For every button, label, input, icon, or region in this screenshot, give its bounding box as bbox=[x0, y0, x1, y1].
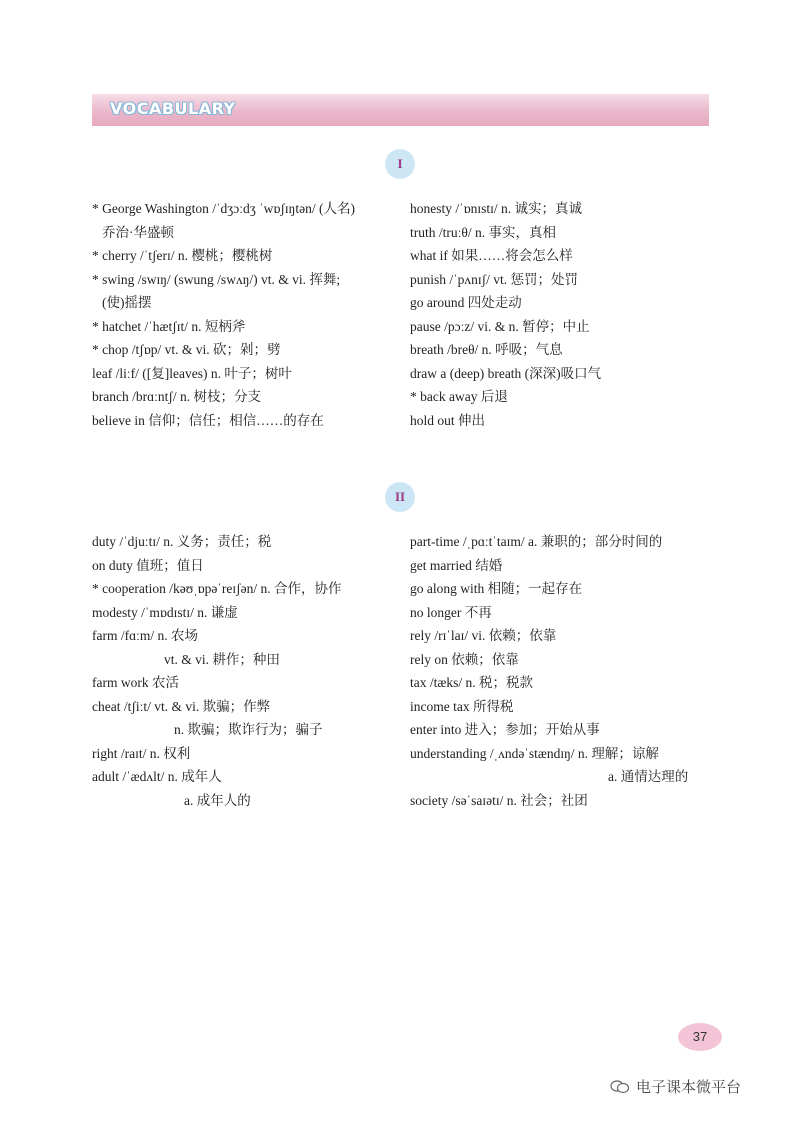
watermark bbox=[610, 1076, 741, 1097]
wechat-icon bbox=[610, 1080, 630, 1094]
vocab-entry: cheat /tʃiːt/ vt. & vi. 欺骗；作弊 bbox=[92, 698, 271, 714]
vocab-entry: no longer 不再 bbox=[410, 604, 492, 620]
vocab-entry: society /səˈsaɪətɪ/ n. 社会；社团 bbox=[410, 792, 588, 808]
vocab-entry: rely on 依赖；依靠 bbox=[410, 651, 519, 667]
section-badge-2: II bbox=[385, 482, 415, 512]
vocab-entry: tax /tæks/ n. 税；税款 bbox=[410, 675, 534, 690]
vocab-entry: n. 欺骗；欺诈行为；骗子 bbox=[174, 722, 323, 737]
vocab-entry: (使)摇摆 bbox=[102, 295, 152, 310]
vocab-entry: understanding /ˌʌndəˈstændɪŋ/ n. 理解；谅解 bbox=[410, 745, 659, 761]
page-number: 37 bbox=[678, 1023, 722, 1051]
vocab-entry: * hatchet /ˈhætʃɪt/ n. 短柄斧 bbox=[92, 318, 246, 334]
vocab-entry: draw a (deep) breath (深深)吸口气 bbox=[410, 365, 602, 381]
vocab-entry: go around 四处走动 bbox=[410, 295, 522, 310]
vocabulary-banner bbox=[92, 94, 709, 126]
vocab-entry: * cherry /ˈtʃerɪ/ n. 樱桃；樱桃树 bbox=[92, 248, 273, 263]
vocab-entry: branch /brɑːntʃ/ n. 树枝；分支 bbox=[92, 389, 262, 404]
vocab-entry: vt. & vi. 耕作；种田 bbox=[164, 651, 280, 667]
vocab-entry: * chop /tʃɒp/ vt. & vi. 砍；剁；劈 bbox=[92, 342, 281, 357]
vocab-entry: hold out 伸出 bbox=[410, 412, 486, 428]
vocab-entry: income tax 所得税 bbox=[410, 698, 514, 714]
vocab-entry: modesty /ˈmɒdɪstɪ/ n. 谦虚 bbox=[92, 604, 238, 620]
vocab-column-right-1 bbox=[410, 197, 710, 432]
vocab-entry: a. 成年人的 bbox=[184, 792, 251, 808]
section-title: VOCABULARY bbox=[110, 99, 236, 118]
vocab-entry: go along with 相随；一起存在 bbox=[410, 581, 583, 596]
vocab-entry: pause /pɔːz/ vi. & n. 暂停；中止 bbox=[410, 318, 590, 334]
vocab-entry: adult /ˈædʌlt/ n. 成年人 bbox=[92, 769, 222, 784]
vocab-entry: truth /truːθ/ n. 事实，真相 bbox=[410, 224, 556, 240]
vocab-entry: punish /ˈpʌnɪʃ/ vt. 惩罚；处罚 bbox=[410, 271, 578, 287]
vocab-entry: breath /breθ/ n. 呼吸；气息 bbox=[410, 342, 563, 357]
vocab-entry: rely /rɪˈlaɪ/ vi. 依赖；依靠 bbox=[410, 628, 557, 643]
vocab-entry: * back away 后退 bbox=[410, 389, 508, 404]
vocab-entry: duty /ˈdjuːtɪ/ n. 义务；责任；税 bbox=[92, 534, 272, 549]
vocab-entry: right /raɪt/ n. 权利 bbox=[92, 745, 191, 761]
watermark-text: 电子课本微平台 bbox=[636, 1078, 742, 1096]
vocab-entry: part-time /ˌpɑːtˈtaɪm/ a. 兼职的；部分时间的 bbox=[410, 534, 663, 549]
vocab-entry: leaf /liːf/ ([复]leaves) n. 叶子；树叶 bbox=[92, 365, 292, 381]
vocab-entry: 乔治·华盛顿 bbox=[102, 224, 174, 240]
vocab-entry: * George Washington /ˈdʒɔːdʒ ˈwɒʃɪŋtən/ (人名) bbox=[92, 201, 355, 216]
vocab-entry: believe in 信仰；信任；相信……的存在 bbox=[92, 412, 324, 428]
vocab-entry: farm /fɑːm/ n. 农场 bbox=[92, 628, 199, 643]
vocab-entry: * cooperation /kəʊˌɒpəˈreɪʃən/ n. 合作，协作 bbox=[92, 581, 342, 596]
vocab-entry: enter into 进入；参加；开始从事 bbox=[410, 722, 600, 737]
vocab-entry: * swing /swɪŋ/ (swung /swʌŋ/) vt. & vi. 挥舞; bbox=[92, 271, 341, 287]
vocab-entry: on duty 值班；值日 bbox=[92, 557, 204, 573]
vocab-column-left-1 bbox=[92, 197, 412, 432]
vocab-entry: farm work 农活 bbox=[92, 675, 179, 690]
vocab-column-left-2 bbox=[92, 530, 412, 812]
vocab-column-right-2 bbox=[410, 530, 710, 812]
vocab-entry: what if 如果……将会怎么样 bbox=[410, 248, 573, 263]
vocab-entry: a. 通情达理的 bbox=[608, 769, 689, 784]
section-badge-1: I bbox=[385, 149, 415, 179]
vocab-entry: honesty /ˈɒnɪstɪ/ n. 诚实；真诚 bbox=[410, 201, 583, 216]
vocab-entry: get married 结婚 bbox=[410, 557, 503, 573]
